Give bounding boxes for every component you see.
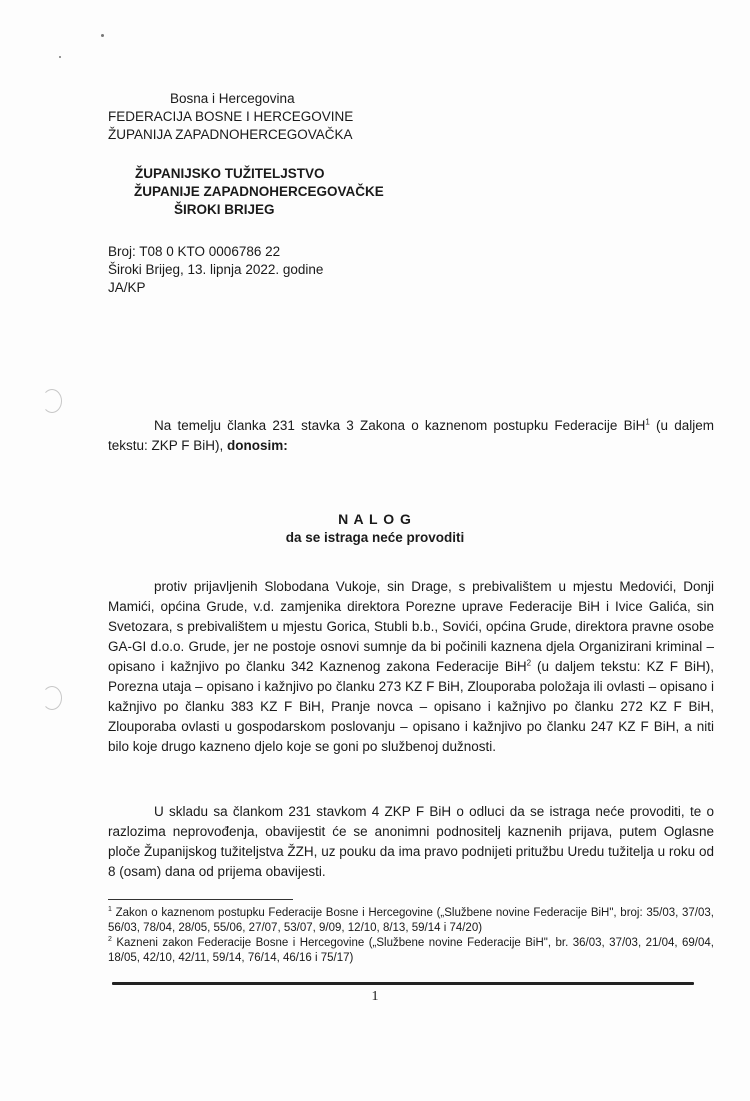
initials: JA/KP xyxy=(108,280,146,295)
body-paragraph-1 xyxy=(108,577,714,757)
office-block xyxy=(108,165,384,219)
intro-text: Na temelju članka 231 stavka 3 Zakona o kaznenom postupku Federacije BiH xyxy=(154,418,646,433)
office-line-1: ŽUPANIJSKO TUŽITELJSTVO xyxy=(135,166,325,181)
body-p1-text-2: (u daljem tekstu: KZ F BiH), Porezna utaja – opisano i kažnjivo po članku 273 KZ F BiH, Zlouporaba položaja ili ovlasti – opisano i kažnjivo po članku 383 KZ F BiH, Pranje novca – opisano i kažnjivo po članku 272 KZ F BiH, Zlouporaba ovlasti u gospodarskom poslovanju – opisano i kažnjivo po članku 247 KZ F BiH, a niti bilo koje drugo kazneno djelo koje se goni po službenoj dužnosti. xyxy=(108,659,714,754)
case-number: Broj: T08 0 KTO 0006786 22 xyxy=(108,244,281,259)
page-number: 1 xyxy=(371,989,379,1004)
footnote-mark-2: 2 xyxy=(108,936,112,944)
footnote-2 xyxy=(108,936,714,965)
body-p1-text: protiv prijavljenih Slobodana Vukoje, sin Drage, s prebivalištem u mjestu Medovići, Donji Mamići, općina Grude, v.d. zamjenika direktora Porezne uprave Federacije BiH i Ivice Galića, sin Svetozara, s prebivalištem u mjestu Gorica, Stubli b.b., Sovići, općina Grude, direktora pravne osobe GA-GI d.o.o. Grude, jer ne postoje osnovi sumnje da bi počinili kaznena djela Organizirani kriminal – opisano i kažnjivo po članku 342 Kaznenog zakona Federacije BiH xyxy=(108,579,714,674)
header-country: Bosna i Hercegovina xyxy=(170,91,295,106)
footnote-ref-2: 2 xyxy=(526,658,532,668)
document-subtitle: da se istraga neće provoditi xyxy=(285,530,465,545)
reference-block xyxy=(108,243,323,297)
intro-bold: donosim: xyxy=(227,438,288,453)
office-line-2: ŽUPANIJE ZAPADNOHERCEGOVAČKE xyxy=(134,184,384,199)
intro-paragraph xyxy=(108,416,714,456)
place-date: Široki Brijeg, 13. lipnja 2022. godine xyxy=(108,262,324,277)
body-paragraph-2 xyxy=(108,802,714,882)
footnote-1 xyxy=(108,906,714,935)
header-canton: ŽUPANIJA ZAPADNOHERCEGOVAČKA xyxy=(108,127,353,142)
footnote-text-1: Zakon o kaznenom postupku Federacije Bosne i Hercegovine („Službene novine Federacije BiH", broj: 35/03, 37/03, 56/03, 78/04, 28/05, 55/06, 27/07, 53/07, 9/09, 12/10, 8/13, 59/14 i 74/20) xyxy=(108,907,714,934)
intro-text-2: (u daljem tekstu: ZKP F BiH), xyxy=(108,418,714,453)
scan-speck xyxy=(59,56,61,58)
punch-hole-top xyxy=(42,389,62,413)
footer-rule xyxy=(112,982,694,985)
office-line-3: ŠIROKI BRIJEG xyxy=(174,202,275,217)
footnote-text-2: Kazneni zakon Federacije Bosne i Hercegovine („Službene novine Federacije BiH", br. 36/03, 37/03, 21/04, 69/04, 18/05, 42/10, 42/11, 59/14, 76/14, 46/16 i 75/17) xyxy=(108,937,714,964)
footnote-mark-1: 1 xyxy=(108,906,112,914)
footnote-separator xyxy=(108,899,293,900)
document-title: N A L O G xyxy=(338,511,412,527)
header-federation: FEDERACIJA BOSNE I HERCEGOVINE xyxy=(108,109,354,124)
issuer-header xyxy=(108,90,353,144)
footnote-ref-1: 1 xyxy=(645,417,650,427)
body-p2-text: U skladu sa člankom 231 stavkom 4 ZKP F BiH o odluci da se istraga neće provoditi, te o razlozima neprovođenja, obavijestit će se anonimni podnositelj kaznenih prijava, putem Oglasne ploče Županijskog tužiteljstva ŽZH, uz pouku da ima pravo podnijeti pritužbu Uredu tužitelja u roku od 8 (osam) dana od prijema obavijesti. xyxy=(108,804,714,879)
scan-speck xyxy=(101,34,104,37)
punch-hole-bottom xyxy=(42,686,62,710)
